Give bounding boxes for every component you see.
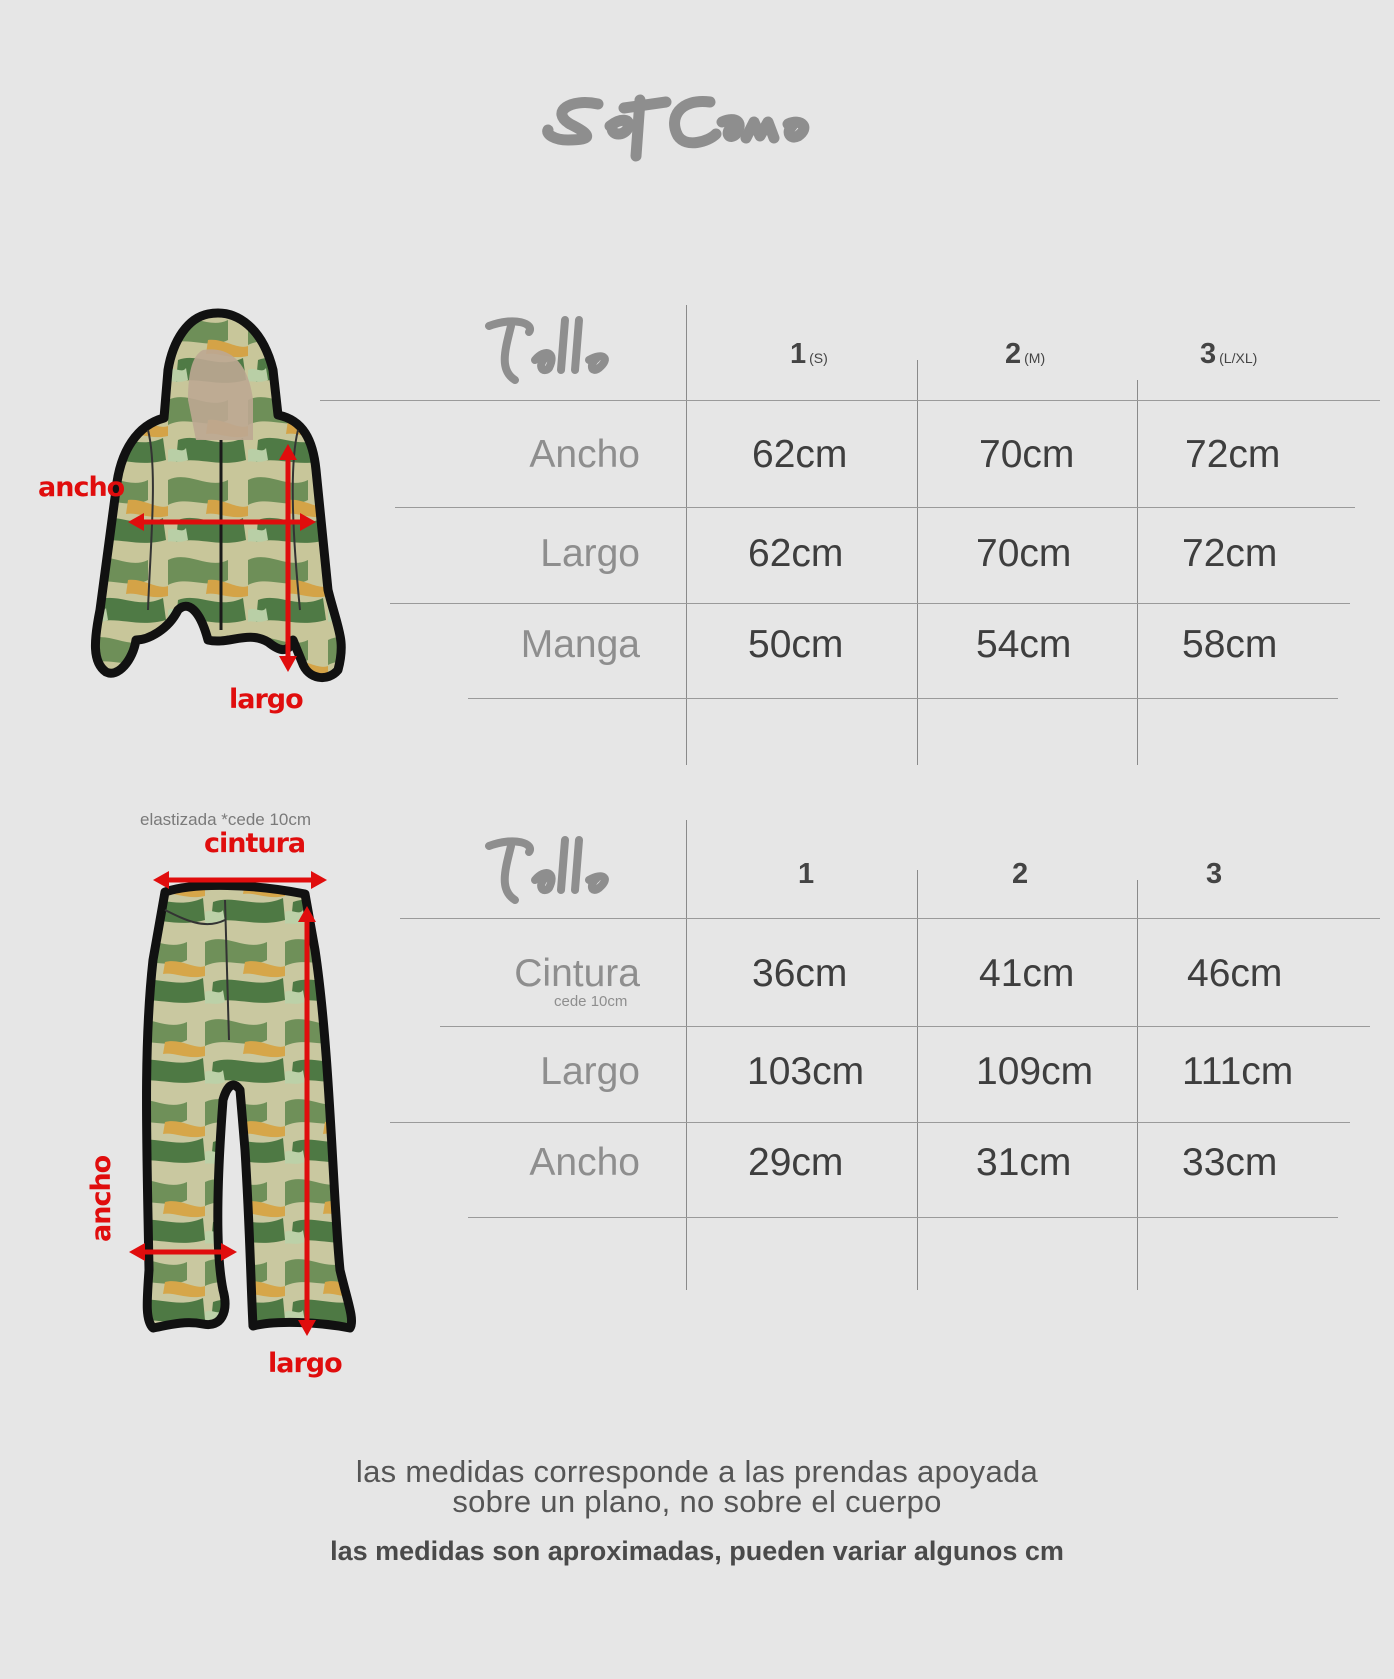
row-label-cintura: Cintura xyxy=(514,952,640,995)
table-rule xyxy=(440,1026,1370,1027)
talle-script xyxy=(485,310,620,390)
table-cell: 103cm xyxy=(747,1050,865,1093)
footer-line-1: las medidas corresponde a las prendas apoyada xyxy=(355,1454,1039,1489)
table-cell: 31cm xyxy=(976,1141,1072,1184)
size-header-1 xyxy=(790,338,828,371)
table-cell: 70cm xyxy=(979,433,1075,476)
table-rule xyxy=(468,1217,1338,1218)
table-cell: 62cm xyxy=(748,532,844,575)
table-divider xyxy=(917,360,918,765)
table-rule xyxy=(390,603,1350,604)
table-cell: 41cm xyxy=(979,952,1075,995)
table-divider xyxy=(686,820,687,1290)
table-rule xyxy=(320,400,1380,401)
table-cell: 72cm xyxy=(1185,433,1281,476)
hoodie-size-table xyxy=(420,300,1380,770)
row-label-largo: Largo xyxy=(540,532,640,575)
table-divider xyxy=(1137,880,1138,1290)
pants-illustration xyxy=(125,850,365,1360)
table-cell: 70cm xyxy=(976,532,1072,575)
pants-width-label: ancho xyxy=(86,1155,117,1242)
footer-disclaimer: las medidas son aproximadas, pueden variar algunos cm xyxy=(330,1536,1064,1566)
row-sublabel-cintura: cede 10cm xyxy=(554,993,628,1010)
table-cell: 46cm xyxy=(1187,952,1283,995)
table-cell: 50cm xyxy=(748,623,844,666)
table-cell: 29cm xyxy=(748,1141,844,1184)
size-header-2 xyxy=(1005,338,1045,371)
table-divider xyxy=(917,870,918,1290)
table-cell: 36cm xyxy=(752,952,848,995)
table-cell: 54cm xyxy=(976,623,1072,666)
table-cell: 72cm xyxy=(1182,532,1278,575)
table-rule xyxy=(395,507,1355,508)
hoodie-width-label: ancho xyxy=(38,472,125,503)
size-tag: (M) xyxy=(1024,350,1046,366)
table-divider xyxy=(686,305,687,765)
size-number: 3 xyxy=(1200,338,1217,370)
pants-length-label: largo xyxy=(268,1348,342,1379)
hoodie-length-label: largo xyxy=(229,684,303,715)
table-rule xyxy=(400,918,1380,919)
table-rule xyxy=(468,698,1338,699)
talle-script xyxy=(485,830,620,910)
table-cell: 58cm xyxy=(1182,623,1278,666)
size-tag: (L/XL) xyxy=(1219,350,1258,366)
size-header-2: 2 xyxy=(1012,858,1029,890)
brand-logo xyxy=(540,78,860,178)
size-tag: (S) xyxy=(809,350,828,366)
row-label-largo: Largo xyxy=(540,1050,640,1093)
footer-line-2: sobre un plano, no sobre el cuerpo xyxy=(452,1484,942,1519)
talle-header-graphic xyxy=(485,830,620,910)
size-header-1: 1 xyxy=(798,858,815,890)
size-header-3 xyxy=(1200,338,1257,371)
pants-graphic xyxy=(125,850,365,1360)
elastic-note: elastizada *cede 10cm xyxy=(140,810,312,829)
table-cell: 33cm xyxy=(1182,1141,1278,1184)
hoodie-illustration xyxy=(88,310,378,730)
pants-waist-label: cintura xyxy=(204,828,306,859)
hoodie-graphic xyxy=(88,310,378,730)
row-label-ancho: Ancho xyxy=(529,433,640,476)
table-rule xyxy=(390,1122,1350,1123)
hoodie-section xyxy=(0,300,1394,770)
table-cell: 62cm xyxy=(752,433,848,476)
table-divider xyxy=(1137,380,1138,765)
row-label-ancho: Ancho xyxy=(529,1141,640,1184)
pants-size-table xyxy=(420,810,1380,1290)
pants-section xyxy=(0,810,1394,1379)
table-cell: 109cm xyxy=(976,1050,1094,1093)
logo-script-graphic xyxy=(540,78,860,178)
size-number: 2 xyxy=(1005,338,1022,370)
footer-note xyxy=(0,1454,1394,1519)
row-label-manga: Manga xyxy=(520,623,640,666)
talle-header-graphic xyxy=(485,310,620,390)
size-number: 1 xyxy=(790,338,807,370)
table-cell: 111cm xyxy=(1182,1050,1294,1093)
size-header-3: 3 xyxy=(1206,858,1223,890)
